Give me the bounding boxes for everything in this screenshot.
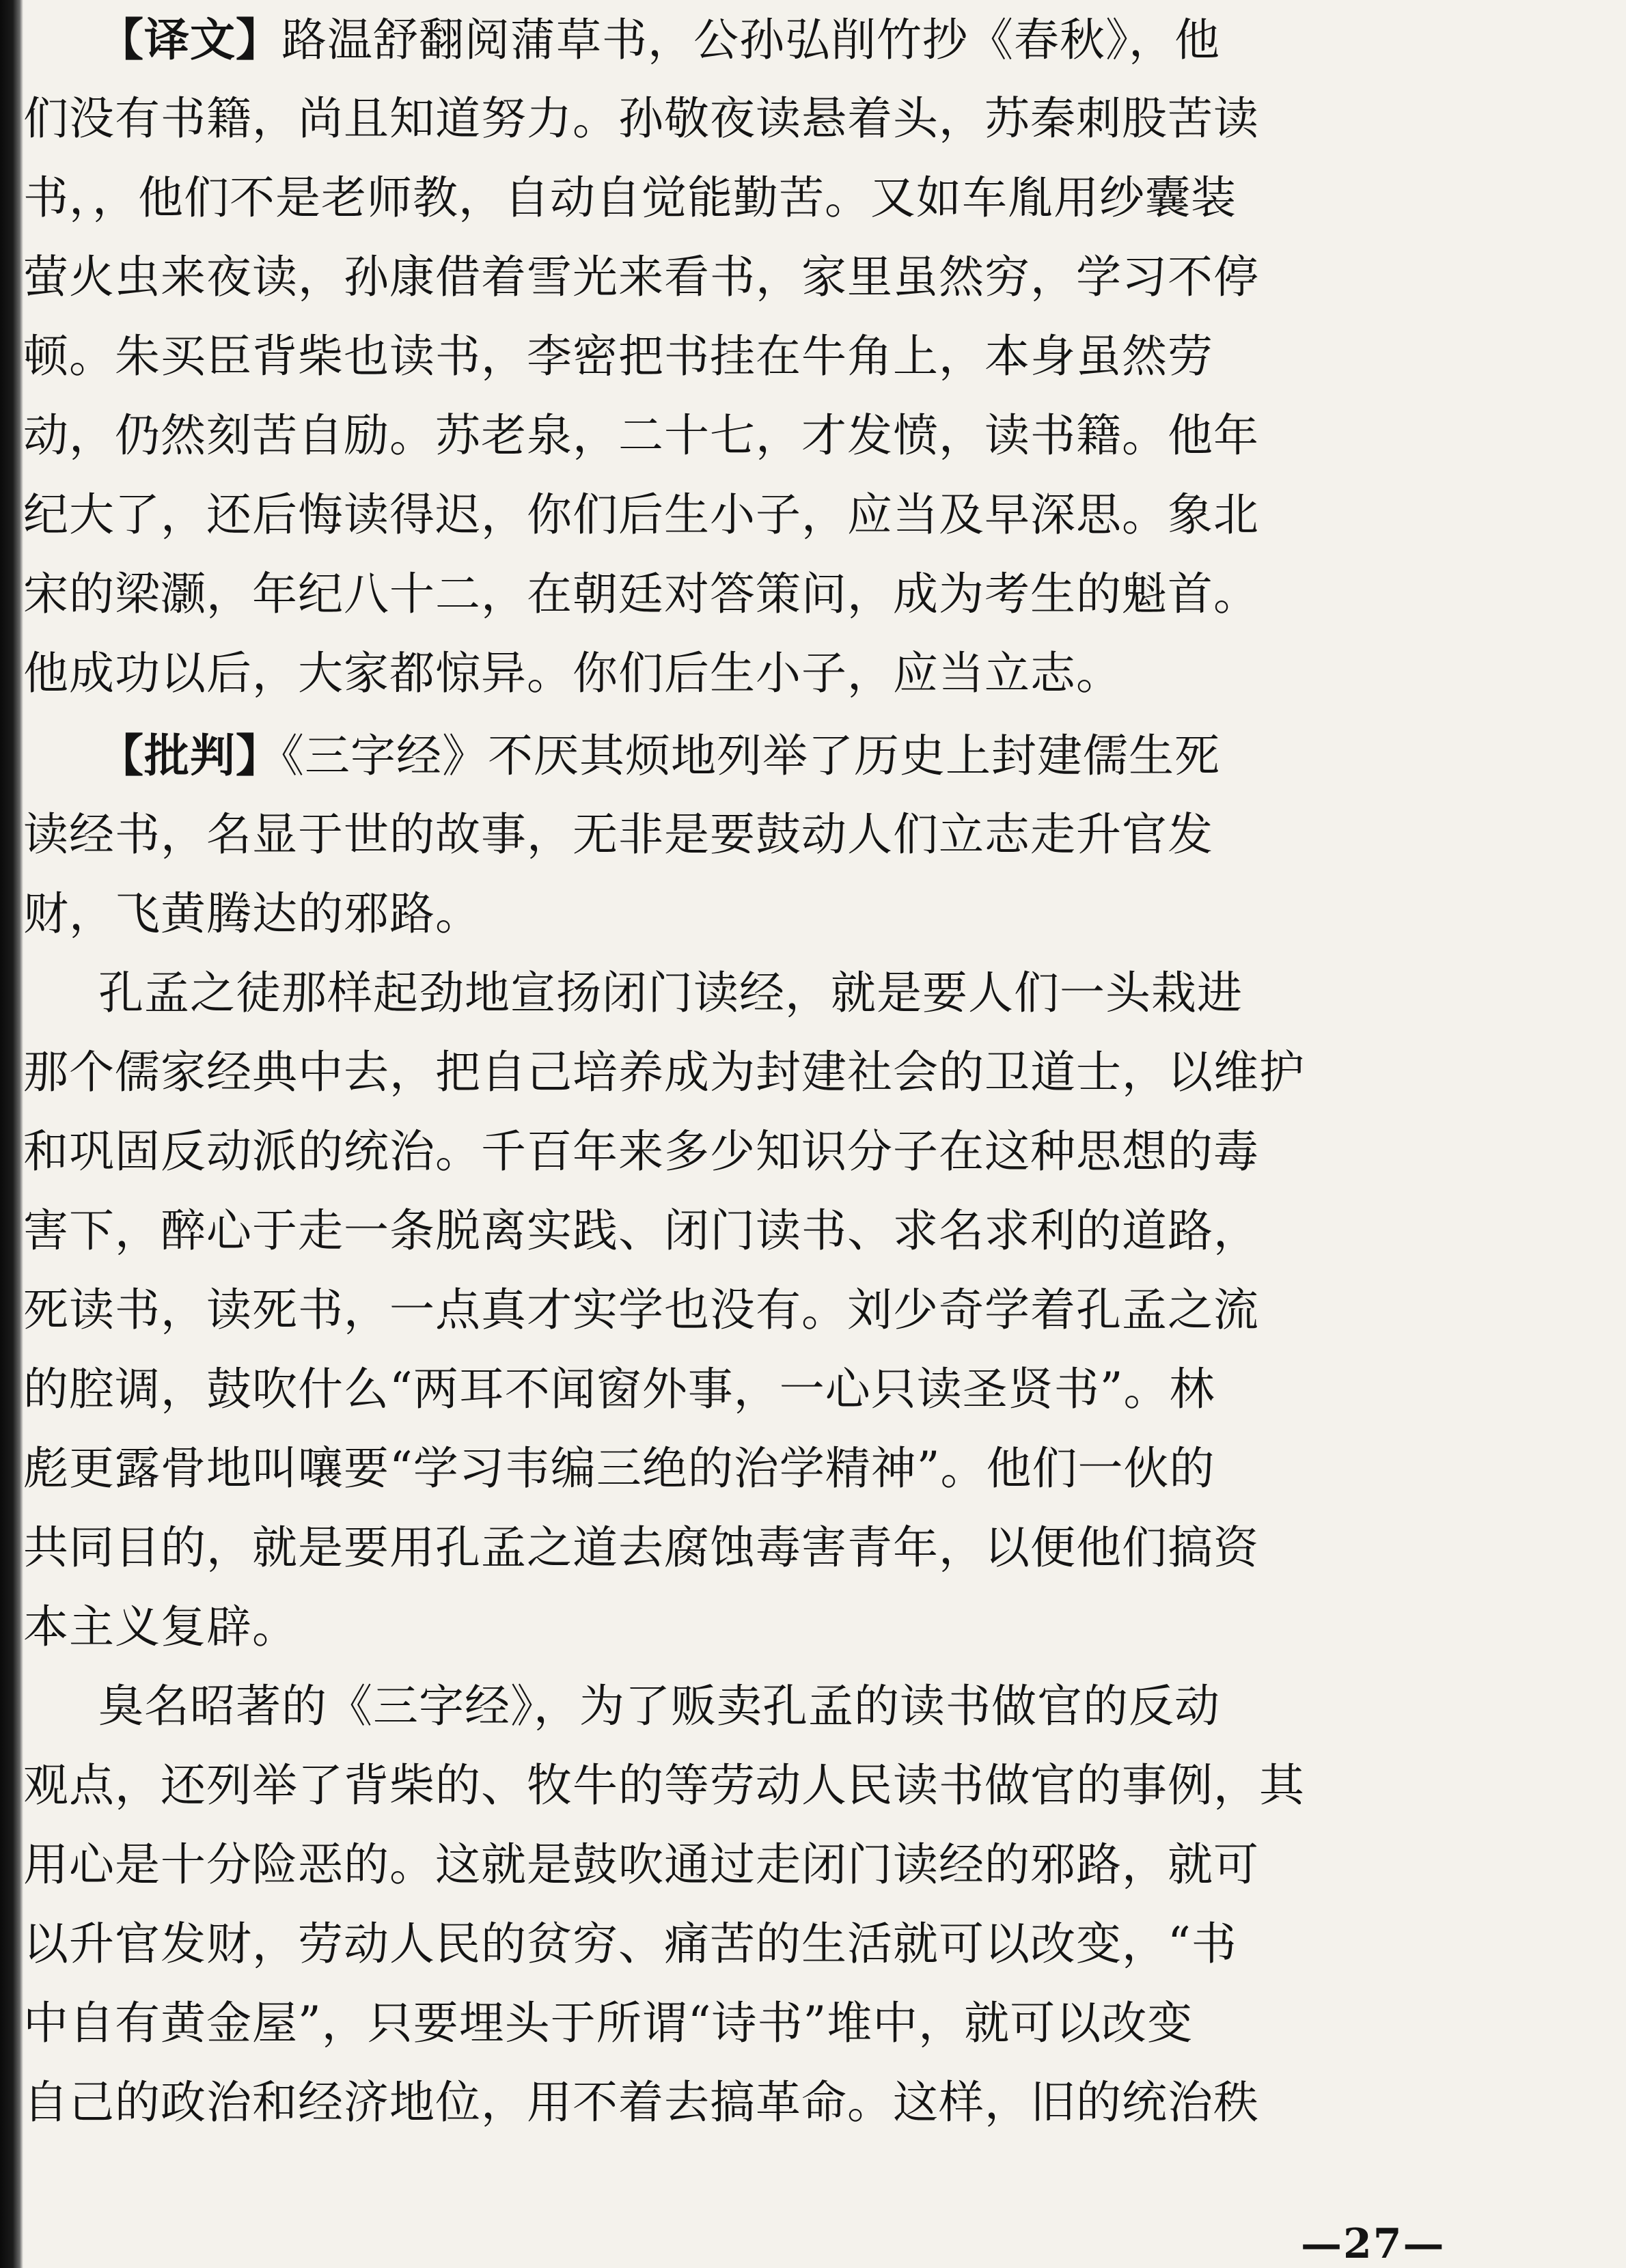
translation-line: 书，，他们不是老师教，自动自觉能勤苦。又如车胤用纱囊装 xyxy=(23,171,1237,224)
body-line: 死读书，读死书，一点真才实学也没有。刘少奇学着孔孟之流 xyxy=(23,1284,1259,1336)
translation-line-text: 路温舒翻阅蒲草书，公孙弘削竹抄《春秋》，他 xyxy=(281,14,1220,66)
translation-line: 宋的梁灏，年纪八十二，在朝廷对答策问，成为考生的魁首。 xyxy=(23,568,1259,620)
body-paragraph-1 xyxy=(23,954,1526,1667)
body-line: 中自有黄金屋”，只要埋头于所谓“诗书”堆中，就可以改变 xyxy=(23,1997,1194,2049)
critique-line xyxy=(23,716,1526,795)
body-line: 用心是十分险恶的。这就是鼓吹通过走闭门读经的邪路，就可 xyxy=(23,1838,1259,1891)
book-page xyxy=(23,0,1595,2268)
critique-line: 读经书，名显于世的故事，无非是要鼓动人们立志走升官发 xyxy=(23,808,1213,861)
translation-line: 顿。朱买臣背柴也读书，李密把书挂在牛角上，本身虽然劳 xyxy=(23,330,1213,383)
translation-paragraph xyxy=(23,0,1526,713)
body-line: 观点，还列举了背柴的、牧牛的等劳动人民读书做官的事例，其 xyxy=(23,1759,1305,1812)
translation-line: 萤火虫来夜读，孙康借着雪光来看书，家里虽然穷，学习不停 xyxy=(23,251,1259,303)
critique-tag: 【批判】 xyxy=(98,729,281,782)
translation-line: 纪大了，还后悔读得迟，你们后生小子，应当及早深思。象北 xyxy=(23,488,1259,541)
body-line: 臭名昭著的《三字经》，为了贩卖孔孟的读书做官的反动 xyxy=(98,1680,1220,1732)
translation-line: 们没有书籍，尚且知道努力。孙敬夜读悬着头，苏秦刺股苦读 xyxy=(23,92,1259,145)
critique-paragraph xyxy=(23,716,1526,954)
body-line: 害下，醉心于走一条脱离实践、闭门读书、求名求利的道路， xyxy=(23,1204,1259,1257)
body-line: 彪更露骨地叫嚷要“学习韦编三绝的治学精神”。他们一伙的 xyxy=(23,1442,1215,1495)
body-line: 的腔调，鼓吹什么“两耳不闻窗外事，一心只读圣贤书”。林 xyxy=(23,1363,1215,1415)
body-line: 那个儒家经典中去，把自己培养成为封建社会的卫道士，以维护 xyxy=(23,1046,1305,1098)
body-line: 以升官发财，劳动人民的贫穷、痛苦的生活就可以改变，“书 xyxy=(23,1918,1237,1970)
page-number: —27— xyxy=(1301,2220,1446,2268)
body-line: 和巩固反动派的统治。千百年来多少知识分子在这种思想的毒 xyxy=(23,1125,1259,1178)
translation-line xyxy=(23,0,1526,79)
critique-line-text: 《三字经》不厌其烦地列举了历史上封建儒生死 xyxy=(281,730,1220,782)
translation-line: 他成功以后，大家都惊异。你们后生小子，应当立志。 xyxy=(23,647,1122,700)
body-paragraph-2 xyxy=(23,1667,1526,2142)
translation-line: 动，仍然刻苦自励。苏老泉，二十七，才发愤，读书籍。他年 xyxy=(23,409,1259,462)
critique-line: 财，飞黄腾达的邪路。 xyxy=(23,887,481,940)
body-line: 共同目的，就是要用孔孟之道去腐蚀毒害青年，以便他们搞资 xyxy=(23,1521,1259,1574)
body-line: 自己的政治和经济地位，用不着去搞革命。这样，旧的统治秩 xyxy=(23,2076,1259,2129)
book-binding-edge xyxy=(0,0,23,2268)
body-line: 本主义复辟。 xyxy=(23,1601,298,1653)
translation-tag: 【译文】 xyxy=(98,13,281,66)
body-line: 孔孟之徒那样起劲地宣扬闭门读经，就是要人们一头栽进 xyxy=(98,967,1243,1019)
